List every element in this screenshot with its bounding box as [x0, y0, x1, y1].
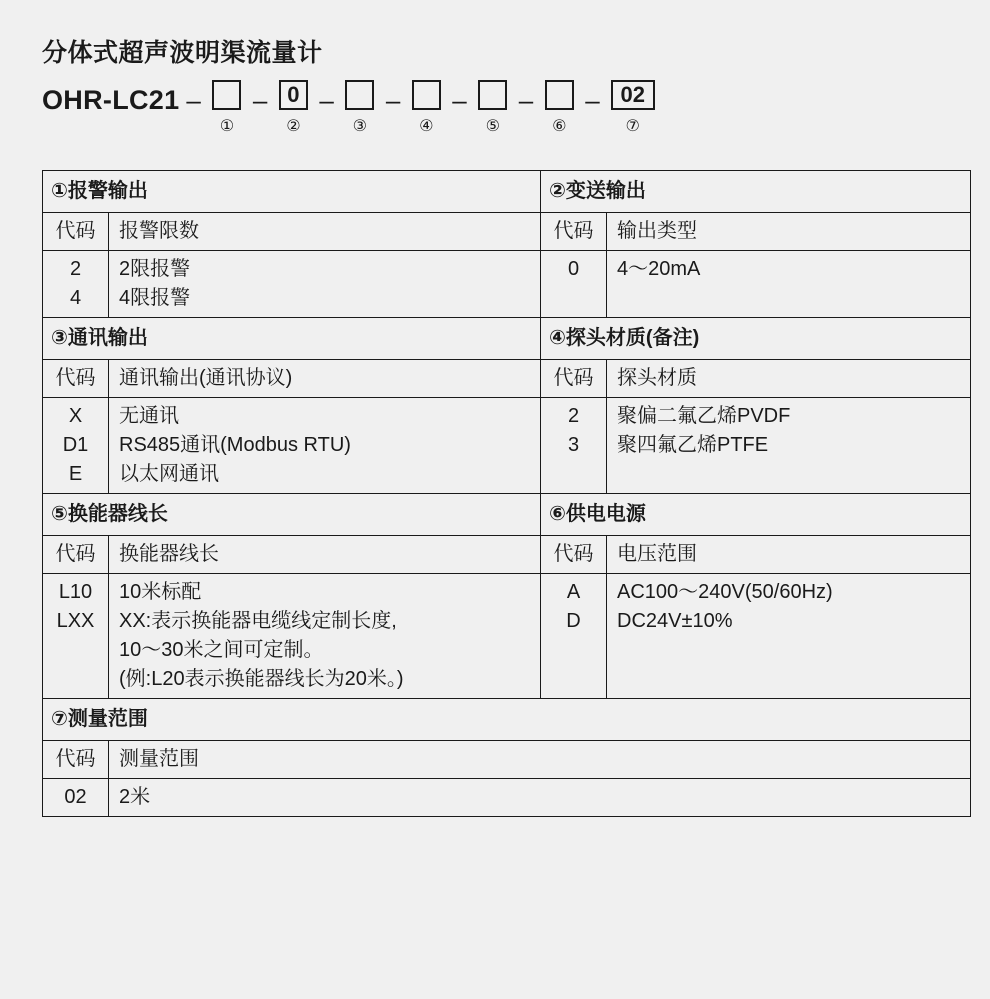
model-slot-3-number: ③	[352, 118, 367, 135]
section-2-value-header: 输出类型	[607, 213, 971, 251]
section-6-value-0: AC100～240V(50/60Hz)	[617, 581, 833, 603]
table-row	[43, 171, 971, 213]
section-1-code-header: 代码	[43, 213, 109, 251]
section-2-heading: ②变送输出	[541, 171, 971, 213]
model-separator: –	[186, 85, 201, 115]
page-title: 分体式超声波明渠流量计	[42, 39, 323, 67]
model-slot-6-box	[545, 80, 574, 110]
section-6-codes	[541, 574, 607, 699]
model-separator: –	[319, 85, 334, 115]
section-1-code-1: 4	[69, 287, 82, 309]
section-5-values	[109, 574, 541, 699]
section-5-code-1: LXX	[56, 610, 95, 632]
section-4-code-1: 3	[567, 434, 580, 456]
model-slot-5-number: ⑤	[485, 118, 500, 135]
section-4-code-0: 2	[567, 405, 580, 427]
model-slot-2	[274, 80, 312, 135]
section-5-code-0: L10	[58, 581, 93, 603]
section-3-code-0: X	[68, 405, 83, 427]
model-separator: –	[252, 85, 268, 115]
table-row	[43, 536, 971, 574]
model-slot-1-number: ①	[219, 118, 235, 135]
section-7-heading: ⑦测量范围	[43, 699, 971, 741]
model-slot-1	[208, 80, 246, 135]
model-slot-5-box	[478, 80, 507, 110]
section-7-code-header: 代码	[43, 741, 109, 779]
section-6-code-1: D	[566, 610, 581, 632]
section-3-heading: ③通讯输出	[43, 318, 541, 360]
model-slot-2-number: ②	[286, 118, 301, 135]
table-row	[43, 251, 971, 318]
model-slot-4-box	[412, 80, 441, 110]
table-row	[43, 398, 971, 494]
model-code-line	[42, 80, 970, 152]
model-slot-3-box	[345, 80, 374, 110]
table-row	[43, 699, 971, 741]
section-2-code-header: 代码	[541, 213, 607, 251]
table-row	[43, 318, 971, 360]
model-slot-5	[474, 80, 512, 135]
model-slot-4	[407, 80, 445, 135]
section-4-codes	[541, 398, 607, 494]
section-6-code-header: 代码	[541, 536, 607, 574]
table-row	[43, 574, 971, 699]
section-5-codes	[43, 574, 109, 699]
model-slot-6-number: ⑥	[552, 118, 567, 135]
section-7-value-0: 2米	[109, 779, 971, 817]
section-5-code-header: 代码	[43, 536, 109, 574]
section-3-value-1: RS485通讯(Modbus RTU)	[119, 434, 351, 456]
model-slot-7-box: 02	[611, 80, 655, 110]
section-2-values	[607, 251, 971, 318]
section-3-codes	[43, 398, 109, 494]
section-5-value-1: XX:表示换能器电缆线定制长度,	[119, 610, 397, 632]
model-slot-4-number: ④	[419, 118, 434, 135]
section-6-value-header: 电压范围	[607, 536, 971, 574]
section-2-code-0: 0	[567, 258, 580, 280]
section-3-values	[109, 398, 541, 494]
section-3-code-1: D1	[62, 434, 89, 456]
table-row	[43, 779, 971, 817]
section-5-heading: ⑤换能器线长	[43, 494, 541, 536]
section-1-codes	[43, 251, 109, 318]
section-3-value-header: 通讯输出(通讯协议)	[109, 360, 541, 398]
section-4-value-0: 聚偏二氟乙烯PVDF	[617, 405, 791, 427]
model-slot-6	[540, 80, 578, 135]
table-row	[43, 494, 971, 536]
section-2-codes	[541, 251, 607, 318]
table-row	[43, 360, 971, 398]
section-1-value-header: 报警限数	[109, 213, 541, 251]
section-1-value-0: 2限报警	[119, 258, 191, 280]
section-6-values	[607, 574, 971, 699]
section-4-heading: ④探头材质(备注)	[541, 318, 971, 360]
section-6-code-0: A	[566, 581, 581, 603]
section-1-code-0: 2	[69, 258, 82, 280]
model-separator: –	[518, 85, 534, 115]
model-slot-3	[341, 80, 379, 135]
section-7-code-0: 02	[43, 779, 109, 817]
model-slot-2-box: 0	[279, 80, 308, 110]
model-slot-group	[179, 80, 658, 135]
section-4-values	[607, 398, 971, 494]
table-row	[43, 213, 971, 251]
section-1-value-1: 4限报警	[119, 287, 191, 309]
specification-table	[42, 170, 971, 817]
model-slot-1-box	[212, 80, 241, 110]
section-3-code-2: E	[68, 463, 83, 485]
section-5-extra-1: (例:L20表示换能器线长为20米。)	[119, 668, 404, 690]
section-2-value-0: 4～20mA	[617, 258, 701, 280]
model-slot-7-number: ⑦	[625, 118, 640, 135]
section-3-value-2: 以太网通讯	[119, 463, 219, 485]
section-4-value-1: 聚四氟乙烯PTFE	[617, 434, 769, 456]
section-1-values	[109, 251, 541, 318]
section-4-value-header: 探头材质	[607, 360, 971, 398]
section-3-value-0: 无通讯	[119, 405, 179, 427]
section-5-extra-0: 10～30米之间可定制。	[119, 639, 324, 661]
model-separator: –	[585, 85, 600, 115]
section-7-value-header: 测量范围	[109, 741, 971, 779]
section-4-code-header: 代码	[541, 360, 607, 398]
section-5-value-0: 10米标配	[119, 581, 202, 603]
section-6-heading: ⑥供电电源	[541, 494, 971, 536]
model-separator: –	[385, 85, 401, 115]
section-3-code-header: 代码	[43, 360, 109, 398]
table-row	[43, 741, 971, 779]
section-6-value-1: DC24V±10%	[617, 610, 733, 632]
model-prefix: OHR-LC21	[42, 85, 180, 115]
section-1-heading: ①报警输出	[43, 171, 541, 213]
model-slot-7	[607, 80, 659, 135]
section-5-value-header: 换能器线长	[109, 536, 541, 574]
model-separator: –	[452, 85, 467, 115]
